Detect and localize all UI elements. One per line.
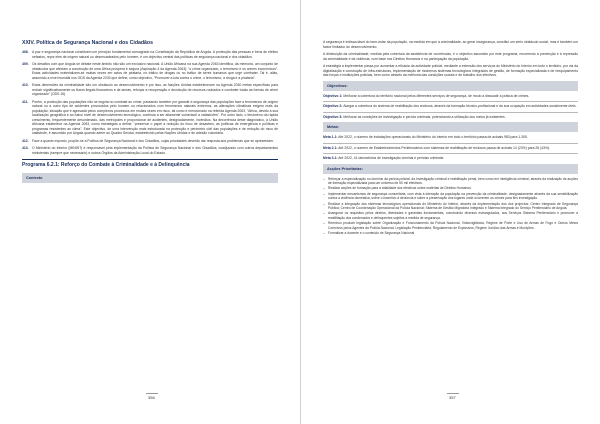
action-item	[323, 221, 578, 230]
action-text: Implementar mecanismos de segurança comunitária, com vista à interação da população na prevenção da criminalidade, designadamente através da sua sensibilização contra a violência doméstica, sobre o incentivo à denúncia e sobre a preservação dos lugares onde ocorrerem os crimes para fins investigação.	[328, 191, 578, 201]
action-text: Realizar a integração dos sistemas tecnológicos operacionais do Ministério do Interior, através da implementação dos dos projectos: Centro Integrado de Segurança Pública; Centro de Coordenação Operacional da Polícia Nacional; Sistema de Gestão Migratória Integrado e Sistema Integrado do Serviço Penitenciário de Angola.	[328, 201, 578, 210]
numbered-paragraph	[22, 62, 278, 80]
divider	[323, 101, 578, 102]
bullet-dash: –	[323, 191, 325, 196]
divider	[323, 143, 578, 144]
action-item	[323, 211, 578, 220]
page-number-rule	[146, 393, 158, 394]
action-text: Reentrou produzir legislação sobre Organização e Funcionamento da Polícia Nacional, Videovigilância, Regime de Porte e Uso de Armas de Fogo e Outros Meios Coercivos pelos Agentes da Polícia Nacional, Legislação Penitenciária, Regulamento de Explosivos, Regime Jurídico das Armas e Munições.	[328, 221, 578, 230]
goal-item	[323, 135, 578, 140]
goals-heading: Metas:	[323, 122, 578, 132]
objective-label: Objectivo 2:	[323, 104, 343, 108]
objectives-list	[323, 94, 578, 120]
bullet-dash: –	[323, 186, 325, 191]
objectives-heading: Objectivos:	[323, 81, 578, 91]
objective-text: Melhorar a cobertura do território nacional pelos diferentes serviços de segurança, de modo a dissuadir a prática de crimes.	[343, 93, 530, 98]
numbered-paragraph	[22, 50, 278, 59]
paragraph-text: Face a quanto exposto, propõe-se a Política de Segurança Nacional e dos Cidadãos, cujas prioridades deverão dar resposta aos problemas que se apresentam.	[32, 138, 274, 143]
right-page	[300, 0, 600, 424]
paragraph-text: Estas dimensões da criminalidade são um obstáculo ao desenvolvimento e por isso, as Nações Unidas estabeleceram na Agenda 2030 metas específicas para reduzir significativamente os fluxos ilegais financeiros e de armas, reforçar a recuperação e devolução de recursos roubados e combater todas as formas de crime organizado” (ODS 16).	[32, 83, 278, 96]
actions-heading: Acções Prioritárias:	[323, 164, 578, 174]
paragraph-number: 411.	[22, 99, 29, 104]
action-item	[323, 177, 578, 186]
page-number: 356	[148, 395, 155, 400]
paragraph-number: 408.	[22, 50, 29, 54]
goal-text: Até 2022, o número de instalações operacionais do Ministério do Interior em todo o território passa de actuais 983 para 1.305.	[338, 135, 528, 139]
objective-text: Alargar a cobertura do sistema de reabilitação dos reclusos, através da formação técnico-profissional e da sua ocupação em actividades socialmente úteis.	[343, 104, 577, 108]
goal-text: Até 2022, 41 laboratórios de investigação criminal e perícias criminais.	[338, 156, 445, 160]
objective-label: Objectivo 1:	[323, 93, 343, 98]
goals-list	[323, 135, 578, 161]
numbered-paragraph	[22, 100, 278, 136]
action-item	[323, 202, 578, 211]
program-title: Programa 6.2.1: Reforço do Combate à Criminalidade e à Delinquência	[22, 159, 278, 170]
goal-item	[323, 146, 578, 151]
divider	[323, 112, 578, 113]
bullet-dash: –	[323, 230, 325, 235]
intro-paragraph: A estratégia a implementar passa por aumentar a eficácia da actividade policial, mediante a extensão dos serviços do Ministério do Interior em todo o território, por via da digitalização e construção de infra-estruturas, implementação de modernos sistemas tecnológicos integrados de gestão, de formação especializada e de reequipamento das forças e instituições policiais, bem como através da melhoria das condições sociais e de trabalho dos efectivos.	[323, 64, 578, 77]
action-text: Reforçar a especialização no domínio da pericia policial, da investigação criminal e reabilitação penal, bem como em inteligência criminal, através da realização de acções de formação especializada para um universo de 50 mil efectivos.	[328, 176, 578, 185]
goal-text: Até 2022, o número de Estabelecimentos Penitenciários com sistemas de reabilitação de reclusos passa de actuais 14 (23%) para 26 (43%).	[338, 145, 551, 150]
objective-item	[323, 94, 578, 99]
paragraph-number: 409.	[22, 62, 29, 66]
paragraph-text: Os desafios com que Angola se debate neste âmbito não são um exclusivo nacional. A União Africana na sua Agenda 2063 identifica, da memoria, um conjunto de obstáculos que afectam a construção de uma África próspera e segura (Aspiração 4 da Agenda 2063): “o crime organizado, o terrorismo e os crimes económicos”. Estas actividades materializam-se muitas vezes em actos de pirataria, no tráfico de drogas ou no tráfico de seres humanos que urge combater. Tal é, aliás, assumido a nível mundial nos ODS da Agenda 2030 que define, como objectivo, “Promover a luta contra o crime, o terrorismo, a droga e a pirataria”.	[32, 62, 278, 80]
bullet-dash: –	[323, 211, 325, 216]
paragraph-number: 413.	[22, 146, 29, 150]
intro-paragraphs	[323, 40, 578, 78]
objective-label: Objectivo 3:	[323, 114, 343, 119]
goal-label: Meta 2.1:	[323, 145, 338, 150]
numbered-paragraph	[22, 146, 278, 155]
action-text: Assegurar os requisitos pelos direitos, liberdades e garantias fundamentais, construindo diversos estrangulados, aos Serviços Sistema Penitenciário e promover a reabilitação dos condenados e delinquentes sujeitos à medida de segurança.	[328, 211, 578, 220]
paragraph-text: Porém, a protecção das populações não se esgota no combate ao crime, passando também por garantir a segurança das populações face a fenómenos de origem natural ou a outro tipo de acidentes provocados pelo homem ou relacionados com fenómenos naturais extremos, as alterações climáticas exigem mais da população, situação que é agravada pelos complexos processos em muitas vezes em risco, tal como é mencionado na referida Agenda 2063, “Africa, devido à sua localização geográfica e ao baixo nível de desenvolvimento tecnológico, continua a ser altamente vulnerável a catástrofes”. Por outro lado, o fenómeno da rápida crescimento, frequentemente desordenado, das metrópoles e proporcionar de acidentes, designadamente, incêndios. Na decorrência deste diagnóstico, a União Africana estabelece na Agenda 2063, como estratégias a definir, “preservar o papel a redução do risco de desastres, as políticas de emergência e políticas e programas resistentes ao clima”. Este objectivo, de uma intervenção mais estruturada na protecção e perímetro civil das populações e de redução do risco de catástrofe, é assumido por Angola quando adere ao Quadro Sendai, estabelecido pelas Nações Unidas e de adesão voluntária.	[32, 99, 278, 135]
paragraph-text: A paz e segurança nacional constituem um princípio fundamental consagrado na Constituição da República de Angola. A protecção das pessoas e bens de efeitos nefastos, repor eles de origem natural ou desencadeados pelo homem, é um objectivo central das políticas de segurança nacional e dos cidadãos.	[32, 50, 278, 59]
divider	[323, 153, 578, 154]
numbered-paragraph	[22, 83, 278, 97]
goal-item	[323, 156, 578, 161]
action-item	[323, 231, 578, 235]
bullet-dash: –	[323, 176, 325, 181]
goal-label: Meta 1.1:	[323, 135, 338, 139]
objective-item	[323, 104, 578, 109]
context-heading: Contexto	[22, 173, 278, 183]
intro-paragraph: A diminuição da criminalidade, medida pela cobertura da assistência de ocorrências, é o objectivo assumido por este programa, recorrendo à prevenção e à repressão da criminalidade e da violência, com base nos Direitos Humanos e na participação da população.	[323, 52, 578, 61]
goal-label: Meta 3.1:	[323, 156, 338, 160]
intro-paragraph: A segurança é indissociável do bem-estar da população, na medida em que a criminalidade, ao gerar insegurança, constitui um sério obstáculo social, mas é também um factor limitador do desenvolvimento.	[323, 40, 579, 49]
action-item	[323, 186, 578, 190]
paragraph-number: 410.	[22, 83, 29, 87]
action-text: Formalizar a docente e o conteúdo de Segurança Nacional	[328, 230, 415, 235]
bullet-dash: –	[323, 221, 325, 226]
bullet-dash: –	[323, 201, 325, 206]
objective-text: Melhorar as condições de investigação e perícia criminais, potenciando a utilização dos meios já existentes.	[343, 114, 506, 119]
actions-list	[323, 177, 578, 236]
action-text: Realizar acções de formação para a totalidade dos efectivos sobre matérias de Direitos Humanos.	[328, 186, 472, 191]
paragraph-text: O Ministério do Interior (MININT) é responsável pela implementação da Política de Segurança Nacional e dos Cidadãos, coadjuvado com outros departamentos ministeriais (sempre que necessário) e outros Órgãos da Administração Local do Estado.	[32, 146, 278, 155]
page-number-rule	[447, 393, 459, 394]
objective-item	[323, 115, 578, 120]
section-title: XXIV. Política de Segurança Nacional e dos Cidadãos	[22, 40, 153, 46]
page-number: 357	[449, 395, 456, 400]
left-paragraphs	[22, 50, 278, 155]
paragraph-number: 412.	[22, 138, 29, 143]
numbered-paragraph	[22, 139, 278, 144]
action-item	[323, 192, 578, 201]
